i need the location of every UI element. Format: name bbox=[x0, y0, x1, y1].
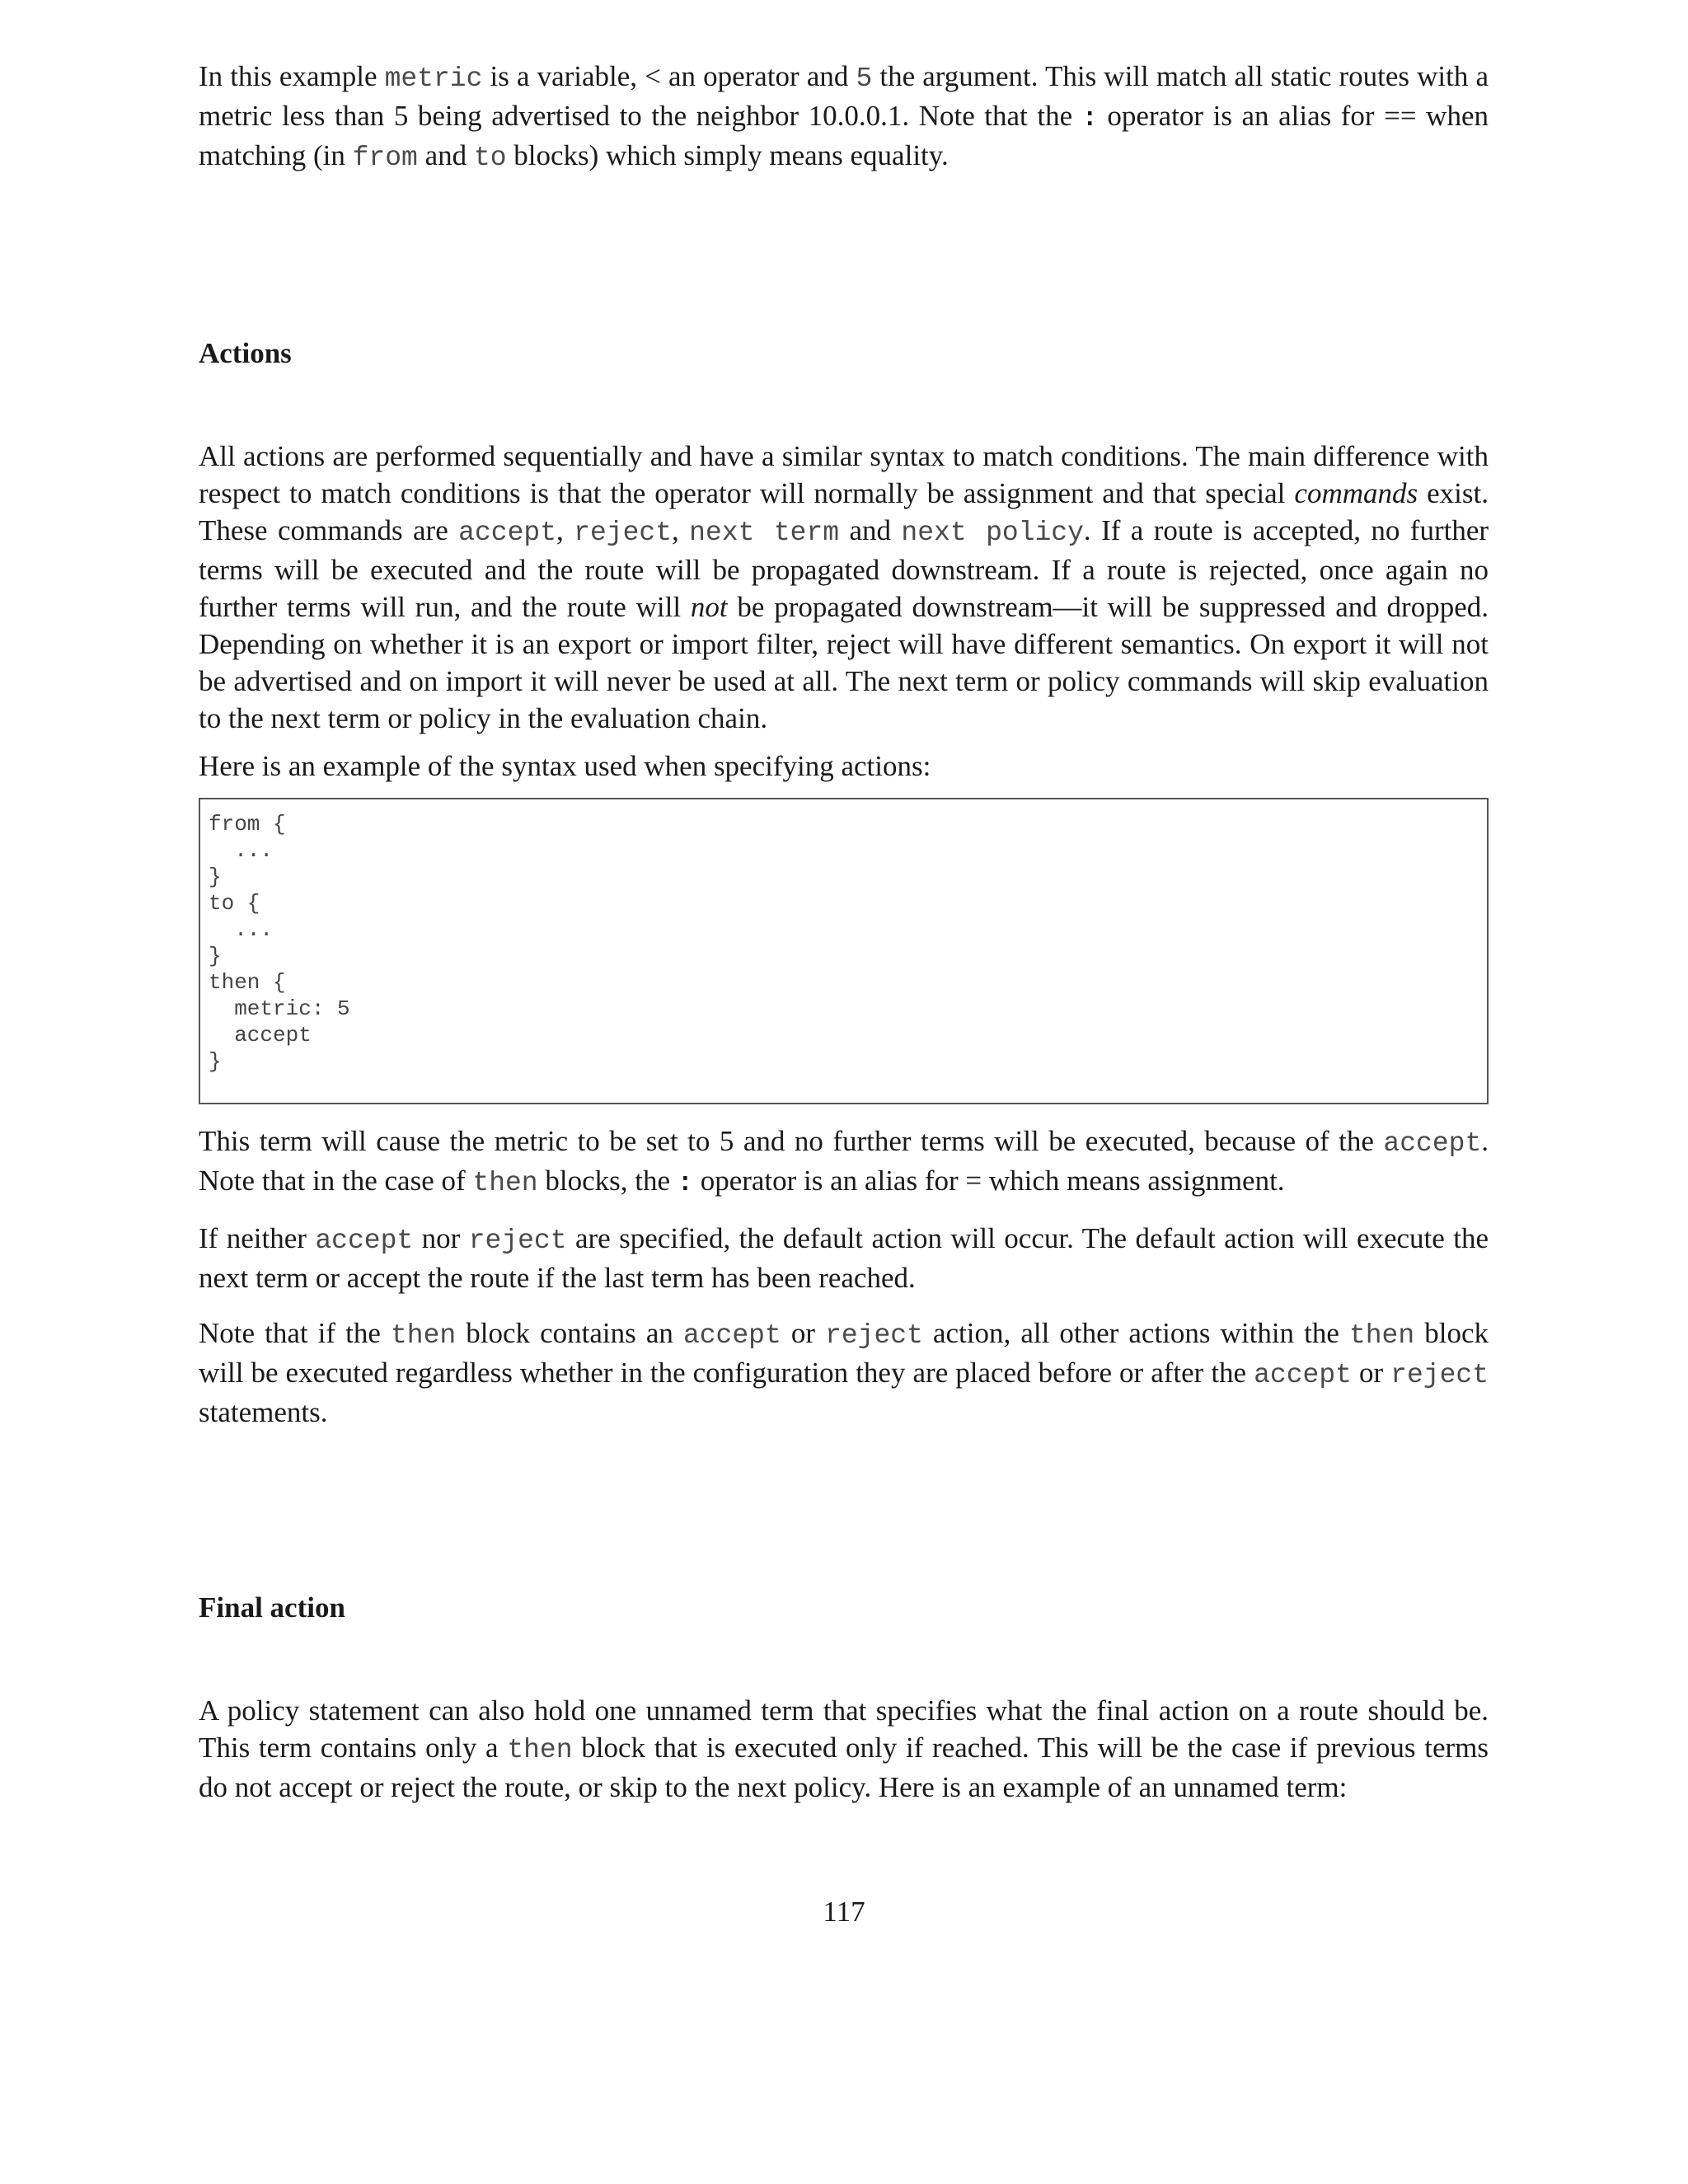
code-reject: reject bbox=[468, 1226, 567, 1256]
text: and bbox=[417, 139, 474, 171]
code-then: then bbox=[472, 1168, 538, 1198]
text: or bbox=[1351, 1357, 1391, 1389]
text: . Note that in the case of bbox=[199, 1125, 1489, 1197]
code-accept: accept bbox=[315, 1226, 414, 1256]
text: , bbox=[556, 514, 574, 546]
intro-paragraph bbox=[199, 58, 1489, 176]
code-next-term: next term bbox=[689, 518, 840, 548]
text: operator is an alias for = which means assignment. bbox=[692, 1165, 1285, 1197]
then-block-note-paragraph bbox=[199, 1315, 1489, 1431]
text: exist. These commands are bbox=[199, 477, 1489, 546]
code-from: from bbox=[352, 143, 418, 173]
text: If neither bbox=[199, 1222, 316, 1254]
document-page bbox=[199, 58, 1489, 1806]
code-to: to bbox=[473, 143, 507, 173]
text: statements. bbox=[199, 1396, 328, 1428]
text: is a variable, < an operator and bbox=[482, 60, 856, 92]
text: blocks) which simply means equality. bbox=[506, 139, 949, 171]
text: In this example bbox=[199, 60, 385, 92]
code-then: then bbox=[1348, 1320, 1415, 1351]
final-action-heading: Final action bbox=[199, 1591, 345, 1624]
text: All actions are performed sequentially and have a similar syntax to match conditions. The main difference with respect to match conditions is that the operator will normally be assignment and that special bbox=[199, 440, 1489, 509]
text: be propagated downstream—it will be suppressed and dropped. Depending on whether it is an export or import filter, reject will have different semantics. On export it will not be advertised and on import it will never be used at all. The next term or policy commands will skip evaluation to the next term or policy in the evaluation chain. bbox=[199, 591, 1489, 734]
text: and bbox=[839, 514, 902, 546]
final-action-paragraph bbox=[199, 1692, 1489, 1806]
default-action-paragraph bbox=[199, 1220, 1489, 1296]
code-then: then bbox=[390, 1320, 457, 1351]
code-metric: metric bbox=[384, 63, 483, 94]
text: are specified, the default action will occur. The default action will execute the next term or accept the route if the last term has been reached. bbox=[199, 1222, 1489, 1294]
actions-heading: Actions bbox=[199, 337, 292, 369]
code-accept: accept bbox=[1254, 1360, 1352, 1390]
after-code-paragraph bbox=[199, 1122, 1489, 1202]
text: . If a route is accepted, no further terms will be executed and the route will be propagated downstream. If a route is rejected, once again no further terms will run, and the route will bbox=[199, 514, 1489, 623]
page-number: 117 bbox=[823, 1896, 865, 1928]
text: the argument. This will match all static routes with a metric less than 5 being advertised to the neighbor 10.0.0.1. Note that the bbox=[199, 60, 1489, 132]
emphasis-not: not bbox=[690, 591, 728, 623]
text: operator is an alias for == when matching (in bbox=[199, 100, 1489, 171]
text: block that is executed only if reached. This will be the case if previous terms do not accept or reject the route, or skip to the next policy. Here is an example of an unnamed term: bbox=[199, 1732, 1489, 1803]
text: nor bbox=[413, 1222, 469, 1254]
text: block will be executed regardless whether in the configuration they are placed before or after the bbox=[199, 1317, 1489, 1389]
text: blocks, the bbox=[537, 1165, 678, 1197]
text: , bbox=[672, 514, 690, 546]
code-reject: reject bbox=[1390, 1360, 1489, 1390]
code-reject: reject bbox=[574, 518, 672, 548]
text: This term will cause the metric to be set to 5 and no further terms will be executed, because of the bbox=[199, 1125, 1384, 1157]
text: action, all other actions within the bbox=[922, 1317, 1349, 1349]
code-accept: accept bbox=[682, 1320, 781, 1351]
code-accept: accept bbox=[1383, 1128, 1482, 1159]
example-intro: Here is an example of the syntax used when specifying actions: bbox=[199, 750, 931, 782]
code-block: from { ... } to { ... } then { metric: 5 accept } bbox=[199, 798, 1489, 1104]
code-5: 5 bbox=[856, 63, 873, 94]
colon-operator: : bbox=[1081, 103, 1098, 134]
code-then: then bbox=[507, 1735, 573, 1765]
text: block contains an bbox=[456, 1317, 683, 1349]
code-reject: reject bbox=[825, 1320, 923, 1351]
emphasis-commands: commands bbox=[1294, 477, 1418, 509]
code-accept: accept bbox=[458, 518, 556, 548]
text: A policy statement can also hold one unnamed term that specifies what the final action on a route should be. This term contains only a bbox=[199, 1694, 1489, 1764]
actions-paragraph bbox=[199, 438, 1489, 737]
text: Note that if the bbox=[199, 1317, 391, 1349]
code-next-policy: next policy bbox=[901, 518, 1084, 548]
text: or bbox=[781, 1317, 826, 1349]
colon-operator: : bbox=[677, 1168, 693, 1198]
